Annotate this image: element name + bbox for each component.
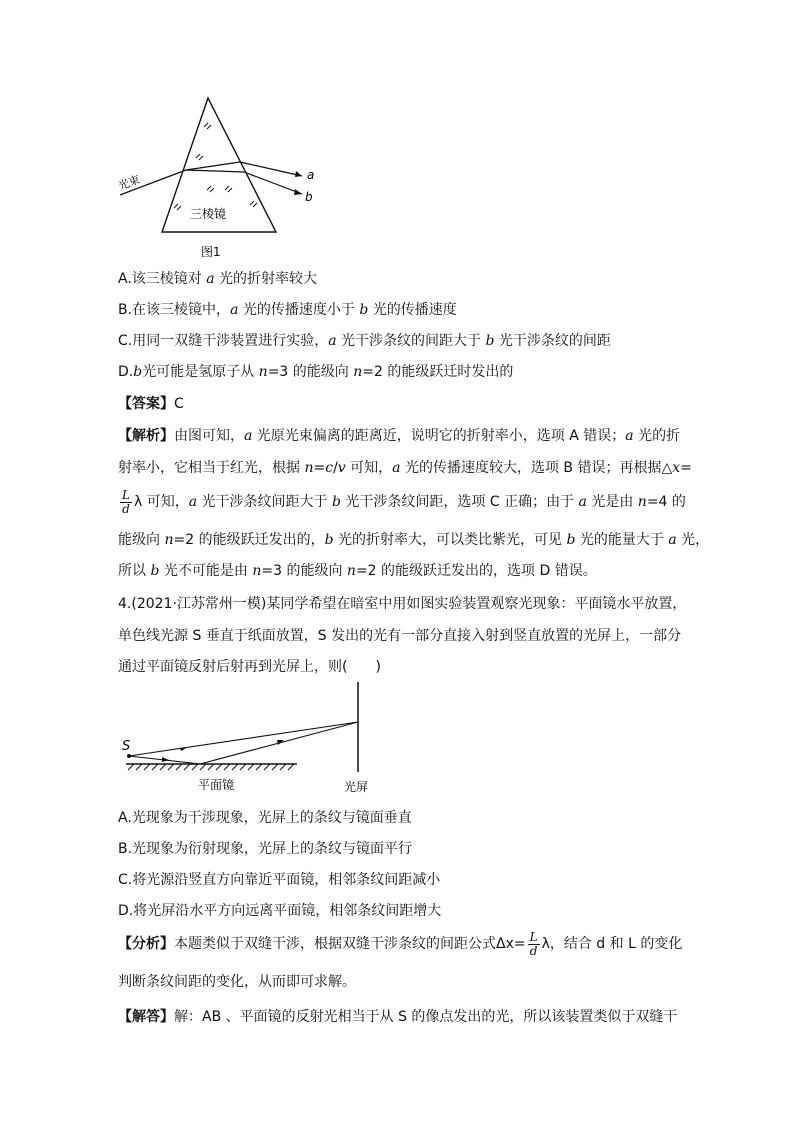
- q3-option-d: D.b光可能是氢原子从 n=3 的能级向 n=2 的能级跃迁时发出的: [118, 364, 514, 380]
- q4-stem-line-2: 单色线光源 S 垂直于纸面放置，S 发出的光有一部分直接入射到竖直放置的光屏上，一部分: [118, 628, 682, 644]
- q4-option-a: A.光现象为干涉现象，光屏上的条纹与镜面垂直: [118, 810, 412, 826]
- ray-b-label: b: [305, 190, 313, 204]
- prism-figure: [110, 92, 340, 262]
- q3-analysis-line-4: 能级向 n=2 的能级跃迁发出的，b 光的折射率大，可以类比紫光，可见 b 光的能量大于 a 光，: [118, 532, 710, 548]
- q3-analysis-line-5: 所以 b 光不可能是由 n=3 的能级向 n=2 的能级跃迁发出的，选项 D 错误。: [118, 563, 597, 579]
- prism-label: 三棱镜: [190, 207, 227, 221]
- figure-caption: 图1: [201, 245, 221, 259]
- mirror-hatch: [128, 764, 294, 770]
- q4-solution-line-1: 【解答】解：AB 、平面镜的反射光相当于从 S 的像点发出的光，所以该装置类似于双缝干: [118, 1009, 678, 1025]
- q3-analysis-line-3: $\frac{L}{d}$ λ 可知，a 光干涉条纹间距大于 b 光干涉条纹间距，选项 C 正确；由于 a 光是由 n=4 的: [122, 487, 686, 516]
- q3-option-c: C.用同一双缝干涉装置进行实验，a 光干涉条纹的间距大于 b 光干涉条纹的间距: [118, 333, 611, 349]
- direct-ray-arrow: [180, 747, 188, 751]
- screen-label: 光屏: [344, 780, 369, 794]
- exit-ray-b: [244, 172, 302, 194]
- incident-ray-arrow: [162, 757, 169, 762]
- fraction-l-over-d-2: $\frac{L}{d}$: [529, 929, 538, 958]
- mirror-label: 平面镜: [198, 778, 235, 792]
- q3-analysis-line-1: 【解析】由图可知，a 光原光束偏离的距离近，说明它的折射率小，选项 A 错误；a 光的折: [118, 428, 681, 444]
- q4-analysis-line-1: 【分析】本题类似于双缝干涉，根据双缝干涉条纹的间距公式Δx= $\frac{L}{d}$ λ，结合 d 和 L 的变化: [118, 929, 683, 958]
- inner-ray-b: [186, 170, 244, 172]
- q4-stem-line-1: 4.(2021·江苏常州一模)某同学希望在暗室中用如图实验装置观察光现象：平面镜水平放置，: [118, 596, 687, 612]
- glass-hatch-marks: [174, 123, 257, 210]
- fraction-l-over-d: $\frac{L}{d}$: [122, 487, 130, 516]
- inner-ray-a: [186, 162, 240, 170]
- q4-stem-line-3: 通过平面镜反射后射再到光屏上，则( ): [118, 659, 381, 675]
- mirror-figure: [112, 680, 392, 800]
- beam-label: 光束: [116, 173, 142, 193]
- arrow-head-b: [294, 189, 302, 195]
- q3-option-b: B.在该三棱镜中，a 光的传播速度小于 b 光的传播速度: [118, 302, 457, 318]
- q3-answer: 【答案】C: [118, 396, 184, 412]
- ray-a-label: a: [307, 168, 315, 182]
- direct-ray: [129, 722, 358, 756]
- arrow-head-a: [295, 171, 302, 177]
- q4-analysis-line-2: 判断条纹间距的变化，从而即可求解。: [118, 974, 356, 990]
- source-label: S: [122, 739, 131, 754]
- q4-option-d: D.将光屏沿水平方向远离平面镜，相邻条纹间距增大: [118, 903, 442, 919]
- q3-analysis-line-2: 射率小，它相当于红光，根据 n=c/v 可知，a 光的传播速度较大，选项 B 错误；再根据△x=: [118, 460, 692, 476]
- q4-option-b: B.光现象为衍射现象，光屏上的条纹与镜面平行: [118, 841, 413, 857]
- q4-option-c: C.将光源沿竖直方向靠近平面镜，相邻条纹间距减小: [118, 872, 441, 888]
- q3-option-a: A.该三棱镜对 a 光的折射率较大: [118, 271, 318, 287]
